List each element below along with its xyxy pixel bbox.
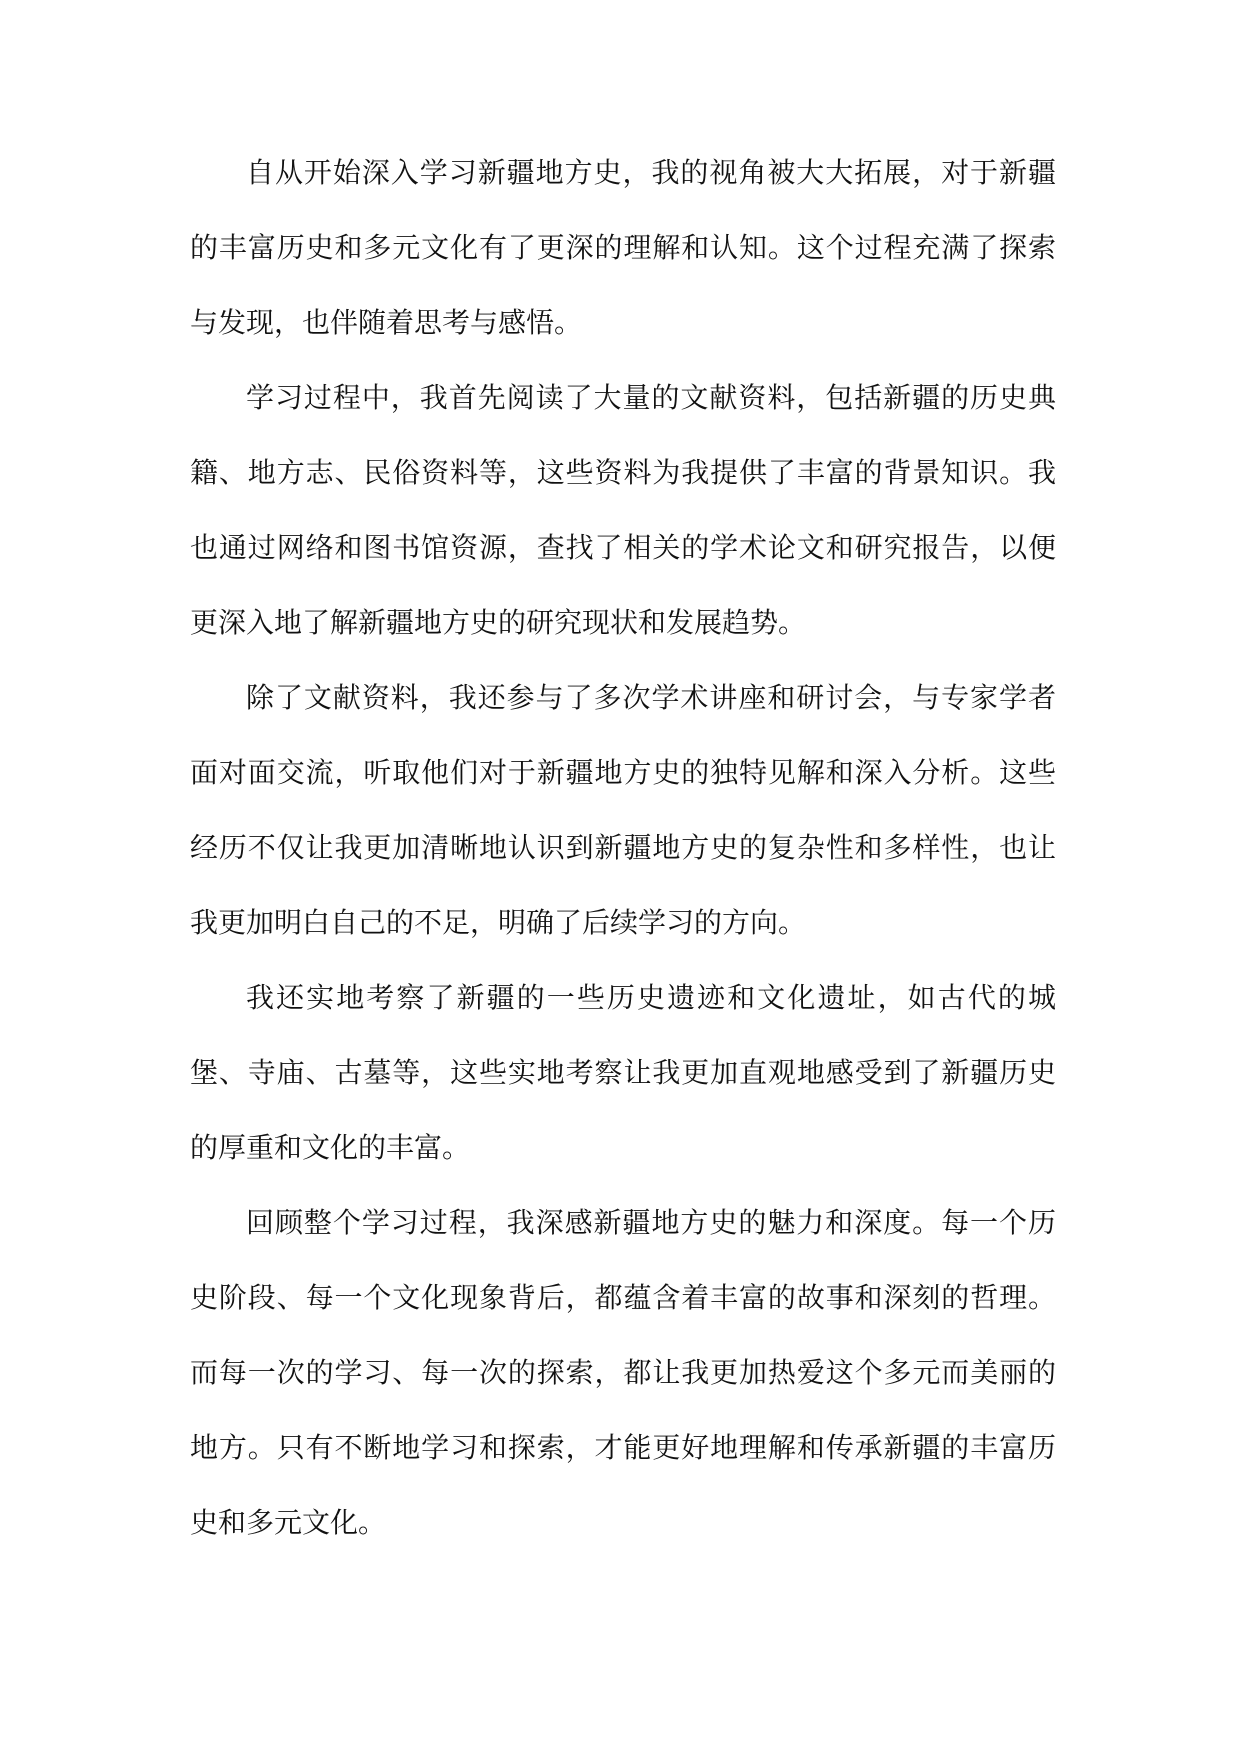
paragraph-4: 我还实地考察了新疆的一些历史遗迹和文化遗址，如古代的城堡、寺庙、古墓等，这些实地考察让我更加直观地感受到了新疆历史的厚重和文化的丰富。 (190, 981, 1056, 1164)
document-body (190, 135, 1056, 1560)
paragraph-3: 除了文献资料，我还参与了多次学术讲座和研讨会，与专家学者面对面交流，听取他们对于新疆地方史的独特见解和深入分析。这些经历不仅让我更加清晰地认识到新疆地方史的复杂性和多样性，也让我更加明白自己的不足，明确了后续学习的方向。 (190, 681, 1056, 939)
paragraph-1: 自从开始深入学习新疆地方史，我的视角被大大拓展，对于新疆的丰富历史和多元文化有了更深的理解和认知。这个过程充满了探索与发现，也伴随着思考与感悟。 (190, 156, 1056, 339)
paragraph-5: 回顾整个学习过程，我深感新疆地方史的魅力和深度。每一个历史阶段、每一个文化现象背后，都蕴含着丰富的故事和深刻的哲理。而每一次的学习、每一次的探索，都让我更加热爱这个多元而美丽的地方。只有不断地学习和探索，才能更好地理解和传承新疆的丰富历史和多元文化。 (190, 1206, 1056, 1539)
paragraph-2: 学习过程中，我首先阅读了大量的文献资料，包括新疆的历史典籍、地方志、民俗资料等，这些资料为我提供了丰富的背景知识。我也通过网络和图书馆资源，查找了相关的学术论文和研究报告，以便更深入地了解新疆地方史的研究现状和发展趋势。 (190, 381, 1056, 639)
